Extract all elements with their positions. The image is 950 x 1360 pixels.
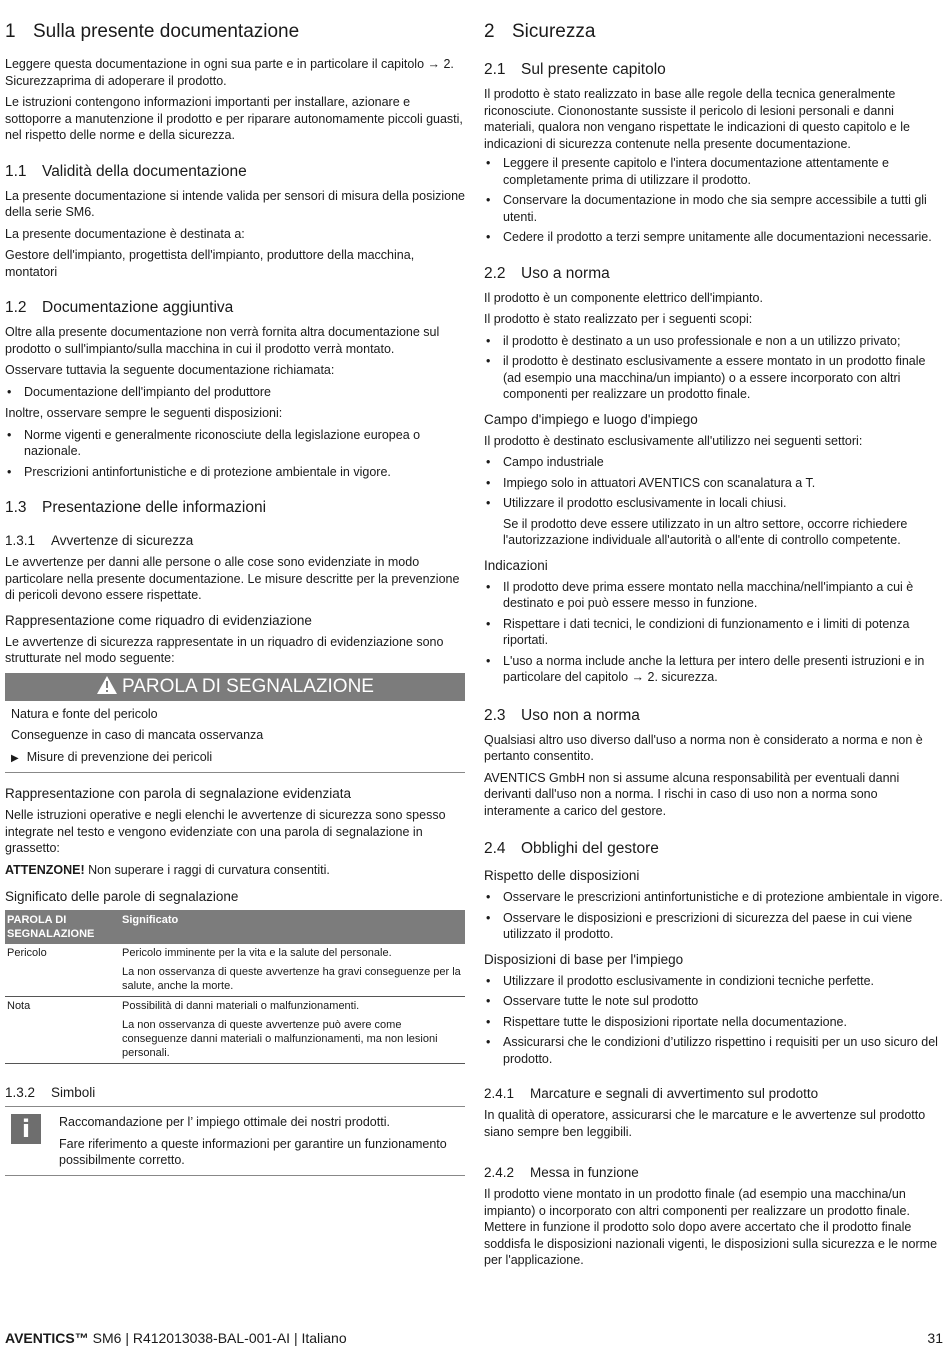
list-item: • Norme vigenti e generalmente riconosciute della legislazione europea o nazionale. — [5, 427, 465, 460]
highlight-box-paragraph: Le avvertenze di sicurezza rappresentate in un riquadro di evidenziazione sono strutturate nel modo seguente: — [5, 634, 444, 665]
list-item: • L'uso a norma include anche la lettura per intero delle presenti istruzioni e in particolare del capitolo → 2. sicurezza. — [484, 653, 944, 686]
use-paragraph: Il prodotto è un componente elettrico dell'impianto. — [484, 290, 763, 305]
markings-paragraph: In qualità di operatore, assicurarsi che le marcature e le avvertenze sul prodotto siano sempre ben leggibili. — [484, 1108, 926, 1139]
list-item: • Osservare le prescrizioni antinfortunistiche e di protezione ambientale in vigore. — [484, 889, 944, 906]
arrow-right-icon: ▶ — [11, 752, 19, 764]
table-row — [5, 997, 465, 1017]
audience-intro: La presente documentazione è destinata a: — [5, 226, 245, 241]
section-2-1-heading: 2.1 Sul presente capitolo — [484, 61, 666, 78]
validity-paragraph: La presente documentazione si intende valida per sensori di misura della posizione della serie SM6. — [5, 188, 465, 219]
table-cell: Nota — [5, 997, 120, 1064]
audience-list: Gestore dell'impianto, progettista dell'impianto, produttore della macchina, montatori — [5, 248, 415, 279]
document-reference: SM6 | R412013038-BAL-001-AI | Italiano — [92, 1330, 347, 1346]
misuse-paragraph-2: AVENTICS GmbH non si assume alcuna responsabilità per eventuali danni derivanti dall'uso non a norma. I rischi in caso di uso non a norma sono interamente a carico del gestore. — [484, 770, 900, 818]
table-cell: Possibilità di danni materiali o malfunzionamenti. — [122, 1000, 360, 1012]
brand-name: AVENTICS™ — [5, 1330, 89, 1346]
provisions-intro: Inoltre, osservare sempre le seguenti disposizioni: — [5, 406, 283, 420]
intro-paragraph: Leggere questa documentazione in ogni sua parte e in particolare il capitolo → 2. Sicurezzaprima di adoperare il prodotto. — [5, 57, 454, 88]
provisions-list — [5, 427, 465, 481]
warning-nature: Natura e fonte del pericolo — [11, 706, 158, 721]
section-2-4-1-heading: 2.4.1 Marcature e segnali di avvertimento sul prodotto — [484, 1086, 819, 1101]
use-paragraph-2: Il prodotto è stato realizzato per i seguenti scopi: — [484, 312, 753, 326]
indications-heading: Indicazioni — [484, 557, 548, 573]
list-item: • Conservare la documentazione in modo che sia sempre accessibile a tutti gli utenti. — [484, 192, 944, 225]
list-item: • Utilizzare il prodotto esclusivamente in condizioni tecniche perfette. — [484, 973, 944, 990]
table-row — [5, 944, 465, 963]
commissioning-paragraph: Il prodotto viene montato in un prodotto finale (ad esempio una macchina/un impianto) o incorporato con altri componenti per realizzare un prodotto finale. Mettere in funzione il prodotto solo dopo avere accertato che il prodotto finale soddisfa le disposizioni nazionali vigenti, le disposizioni sulla sicurezza e le norme per l'applicazione. — [484, 1187, 938, 1267]
compliance-list — [484, 889, 944, 943]
compliance-heading: Rispetto delle disposizioni — [484, 868, 640, 883]
page-number: 31 — [927, 1330, 943, 1346]
safety-warnings-paragraph: Le avvertenze per danni alle persone o alle cose sono evidenziate in modo particolare nella presente documentazione. Le misure descritte per la prevenzione di pericoli devono essere rispettate. — [5, 555, 460, 602]
section-2-3-heading: 2.3 Uso non a norma — [484, 706, 640, 724]
signal-words-table — [5, 910, 465, 1064]
referenced-docs-list — [5, 384, 465, 401]
list-item: • Il prodotto deve prima essere montato nella macchina/nell'impianto a cui è destinato e poi può essere messo in funzione. — [484, 579, 944, 612]
info-icon: i — [11, 1114, 41, 1144]
signal-word-paragraph: Nelle istruzioni operative e negli elenchi le avvertenze di sicurezza sono spesso integrate nel testo e vengono evidenziate con una parola di segnalazione in grassetto: — [5, 808, 446, 855]
warning-consequences: Conseguenze in caso di mancata osservanza — [11, 728, 264, 742]
list-item: • Leggere il presente capitolo e l'intera documentazione attentamente e completamente prima di utilizzare il prodotto. — [484, 155, 944, 188]
info-paragraph: Raccomandazione per l’ impiego ottimale dei nostri prodotti. — [59, 1115, 390, 1129]
list-item: • Osservare tutte le note sul prodotto — [484, 993, 944, 1010]
field-of-use-list — [484, 454, 944, 512]
misuse-paragraph: Qualsiasi altro uso diverso dall'uso a norma non è considerato a norma e non è pertanto consentito. — [484, 732, 923, 763]
section-2-4-2-heading: 2.4.2 Messa in funzione — [484, 1165, 639, 1180]
list-item: • Prescrizioni antinfortunistiche e di protezione ambientale in vigore. — [5, 464, 465, 481]
list-item: • Assicurarsi che le condizioni d’utilizzo rispettino i requisiti per un uso sicuro del prodotto. — [484, 1034, 944, 1067]
list-item: • Documentazione dell'impianto del produttore — [5, 384, 465, 401]
signal-word: PAROLA DI SEGNALAZIONE — [121, 675, 374, 697]
basic-provisions-heading: Disposizioni di base per l'impiego — [484, 951, 684, 967]
warning-measures: ▶ Misure di prevenzione dei pericoli — [11, 749, 213, 764]
list-item: • Cedere il prodotto a terzi sempre unitamente alle documentazioni necessarie. — [484, 229, 944, 246]
chapter-list — [484, 155, 944, 246]
list-item: • Osservare le disposizioni e prescrizioni di sicurezza del paese in cui viene utilizzato il prodotto. — [484, 910, 944, 943]
section-2-heading: 2 Sicurezza — [484, 21, 596, 42]
warning-triangle-icon — [96, 673, 118, 701]
additional-doc-paragraph: Oltre alla presente documentazione non verrà fornita altra documentazione sul prodotto o sull'impianto/sulla macchina in cui il prodotto verrà montato. — [5, 325, 440, 356]
section-1-heading: 1 Sulla presente documentazione — [5, 21, 300, 42]
list-item: • Campo industriale — [484, 454, 944, 471]
table-cell: La non osservanza di queste avvertenze può avere come conseguenze danni materiali o malfunzionamenti, ma non lesioni personali. — [120, 1016, 465, 1064]
section-2-4-heading: 2.4 Obblighi del gestore — [484, 840, 659, 857]
attention-example: ATTENZONE! Non superare i raggi di curvatura consentiti. — [5, 862, 330, 877]
highlight-box-heading: Rappresentazione come riquadro di evidenziazione — [5, 612, 312, 628]
warning-box — [5, 673, 465, 774]
table-cell: La non osservanza di queste avvertenze ha gravi conseguenze per la salute, anche la morte. — [120, 963, 465, 997]
section-1-3-heading: 1.3 Presentazione delle informazioni — [5, 499, 267, 516]
section-2-2-heading: 2.2 Uso a norma — [484, 264, 610, 282]
right-column — [484, 20, 944, 1274]
list-item: • Impiego solo in attuatori AVENTICS con scanalatura a T. — [484, 475, 944, 492]
page-footer — [5, 1328, 945, 1348]
list-item: • il prodotto è destinato esclusivamente a essere montato in un prodotto finale (ad esempio una macchina/un impianto) o a essere incorporato con altri componenti per realizzare un prodotto finale. — [484, 353, 944, 403]
table-cell: Pericolo — [5, 944, 120, 997]
use-list — [484, 333, 944, 403]
info-paragraph-2: Fare riferimento a queste informazioni per garantire un funzionamento possibilmente corretto. — [59, 1136, 447, 1167]
list-item: • Utilizzare il prodotto esclusivamente in locali chiusi. — [484, 495, 944, 512]
list-item: • Rispettare i dati tecnici, le condizioni di funzionamento e i limiti di potenza riportati. — [484, 616, 944, 649]
field-of-use-paragraph: Il prodotto è destinato esclusivamente all'utilizzo nei seguenti settori: — [484, 433, 863, 448]
table-header: PAROLA DI SEGNALAZIONE — [5, 910, 120, 944]
section-1-1-heading: 1.1 Validità della documentazione — [5, 162, 247, 180]
info-box — [5, 1106, 465, 1176]
section-1-3-2-heading: 1.3.2 Simboli — [5, 1085, 96, 1100]
warning-box-header — [5, 673, 465, 701]
table-header: Significato — [120, 910, 465, 944]
chapter-paragraph: Il prodotto è stato realizzato in base alle regole della tecnica generalmente riconosciute. Ciononostante sussiste il pericolo di lesioni personali e danni materiali, qualora non vengano rispettate le indicazioni di questo capitolo e le indicazioni di sicurezza contenute nella presente documentazione. — [484, 87, 910, 151]
list-item: • il prodotto è destinato a un uso professionale e non a un utilizzo privato; — [484, 333, 944, 350]
signal-meaning-heading: Significato delle parole di segnalazione — [5, 889, 239, 904]
section-1-3-1-heading: 1.3.1 Avvertenze di sicurezza — [5, 533, 194, 548]
field-of-use-note: Se il prodotto deve essere utilizzato in un altro settore, occorre richiedere l'autorizzazione individuale all'autorità o all'ente di controllo competente. — [503, 516, 908, 547]
section-1-2-heading: 1.2 Documentazione aggiuntiva — [5, 299, 234, 316]
list-item: • Rispettare tutte le disposizioni riportate nella documentazione. — [484, 1014, 944, 1031]
intro-paragraph-2: Le istruzioni contengono informazioni importanti per installare, azionare e sottoporre a manutenzione il prodotto e per riparare autonomamente piccoli guasti, nel rispetto delle norme e della sicurezza. — [5, 95, 463, 142]
additional-doc-note: Osservare tuttavia la seguente documentazione richiamata: — [5, 363, 335, 377]
field-of-use-heading: Campo d'impiego e luogo d'impiego — [484, 411, 698, 427]
signal-word-heading: Rappresentazione con parola di segnalazione evidenziata — [5, 786, 351, 801]
table-cell: Pericolo imminente per la vita e la salute del personale. — [122, 947, 392, 959]
left-column — [5, 20, 465, 1176]
basic-provisions-list — [484, 973, 944, 1068]
indications-list — [484, 579, 944, 686]
